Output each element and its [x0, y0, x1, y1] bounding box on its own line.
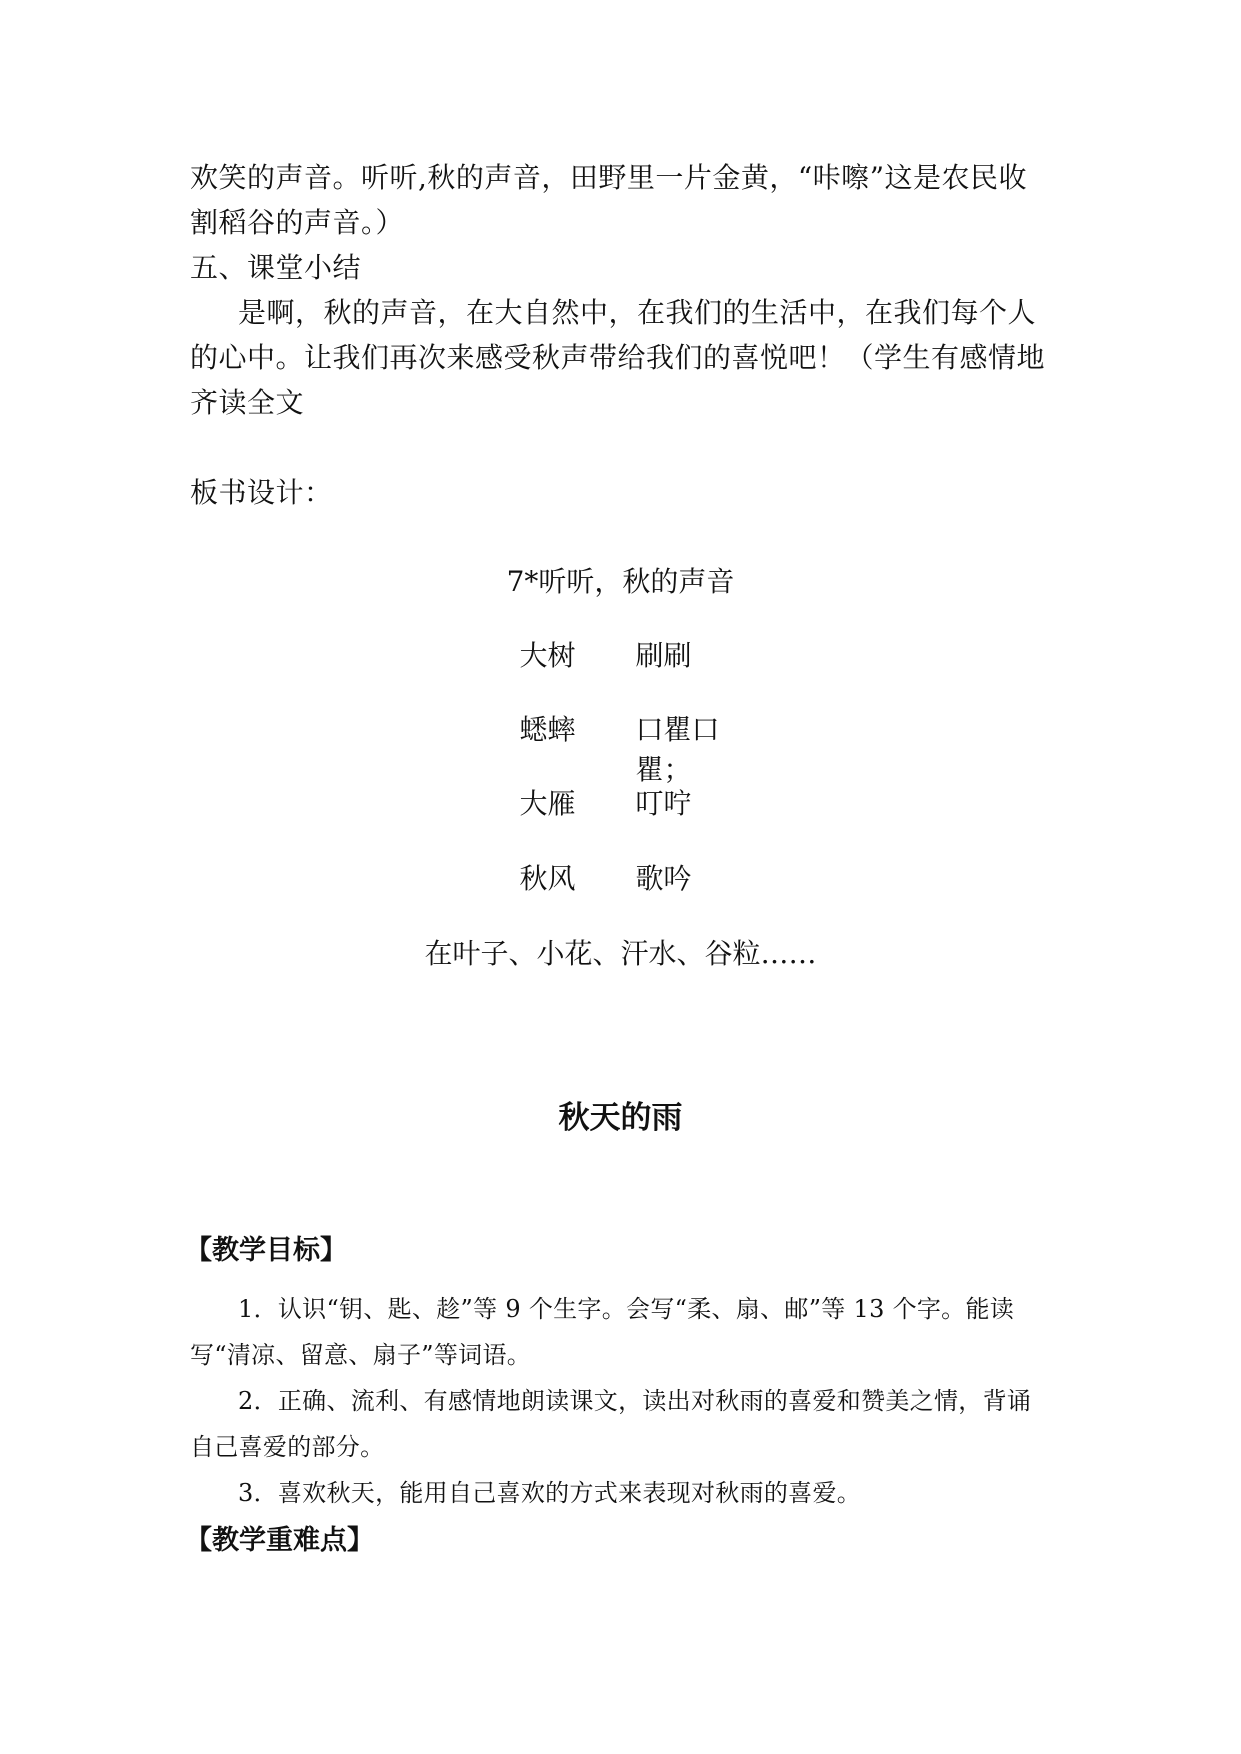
board-row-left: 蟋蟀: [519, 713, 576, 746]
board-row-right: 刷刷: [635, 639, 692, 672]
paragraph-continuation: [190, 155, 1055, 425]
objective-line: 自己喜爱的部分。: [190, 1433, 385, 1461]
difficulty-heading: 【教学重难点】: [185, 1525, 374, 1556]
board-row-right: 歌吟: [635, 862, 692, 895]
paragraph-line: 欢笑的声音。听听,秋的声音，田野里一片金黄，“咔嚓”这是农民收: [190, 161, 1028, 194]
objectives-list: [190, 1286, 1055, 1516]
board-design-label: 板书设计：: [190, 476, 333, 509]
board-row: [0, 634, 1241, 674]
board-last-line: 在叶子、小花、汗水、谷粒……: [424, 937, 817, 970]
objective-line: 写“清凉、留意、扇子”等词语。: [190, 1341, 532, 1369]
summary-line: 的心中。让我们再次来感受秋声带给我们的喜悦吧！（学生有感情地: [190, 341, 1046, 374]
summary-line: 齐读全文: [190, 386, 305, 419]
lesson-title: 秋天的雨: [558, 1100, 683, 1136]
paragraph-line: 割稻谷的声音。）: [190, 206, 405, 239]
board-row-right: 叮咛: [635, 787, 692, 820]
board-row: [0, 782, 1241, 822]
board-row-left: 大雁: [519, 787, 576, 820]
board-row-right: 口瞿口瞿；: [635, 713, 720, 786]
summary-line: 是啊，秋的声音，在大自然中，在我们的生活中，在我们每个人: [238, 296, 1037, 329]
board-row-left: 大树: [519, 639, 576, 672]
objectives-heading: 【教学目标】: [185, 1235, 347, 1266]
objective-line: 2．正确、流利、有感情地朗读课文，读出对秋雨的喜爱和赞美之情，背诵: [238, 1387, 1032, 1415]
board-row-left: 秋风: [519, 862, 576, 895]
board-row: [0, 857, 1241, 897]
objective-line: 1．认识“钥、匙、趁”等 9 个生字。会写“柔、扇、邮”等 13 个字。能读: [238, 1295, 1015, 1323]
objective-line: 3．喜欢秋天，能用自己喜欢的方式来表现对秋雨的喜爱。: [238, 1479, 862, 1507]
section-five-title: 五、课堂小结: [190, 251, 362, 284]
board-row: [0, 708, 1241, 788]
board-title: 7*听听，秋的声音: [506, 565, 735, 598]
